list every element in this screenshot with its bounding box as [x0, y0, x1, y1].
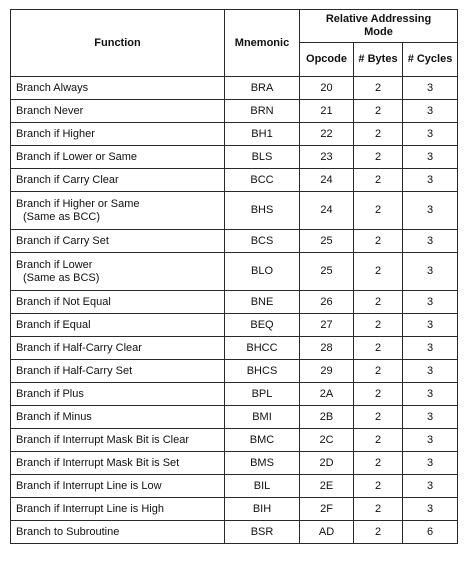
cell-mnemonic: BHCS	[225, 360, 300, 383]
cell-cycles: 3	[403, 123, 458, 146]
table-row	[11, 475, 458, 498]
cell-cycles: 6	[403, 521, 458, 544]
cell-cycles: 3	[403, 291, 458, 314]
header-mnemonic: Mnemonic	[225, 10, 300, 77]
cell-bytes: 2	[354, 475, 403, 498]
cell-cycles: 3	[403, 360, 458, 383]
table-row	[11, 169, 458, 192]
cell-opcode: 2B	[300, 406, 354, 429]
cell-cycles: 3	[403, 230, 458, 253]
table-row	[11, 521, 458, 544]
cell-function	[11, 498, 225, 521]
function-note: (Same as BCC)	[23, 210, 101, 223]
cell-opcode: AD	[300, 521, 354, 544]
cell-cycles: 3	[403, 169, 458, 192]
header-function: Function	[11, 10, 225, 77]
cell-bytes: 2	[354, 192, 403, 230]
cell-mnemonic: BH1	[225, 123, 300, 146]
header-cycles: # Cycles	[403, 43, 458, 77]
function-text: Branch Always	[16, 81, 89, 94]
function-note: (Same as BCS)	[23, 271, 100, 284]
function-text: Branch Never	[16, 104, 84, 117]
cell-mnemonic: BHCC	[225, 337, 300, 360]
cell-opcode: 2A	[300, 383, 354, 406]
cell-function	[11, 452, 225, 475]
function-text: Branch if Interrupt Mask Bit is Clear	[16, 433, 190, 446]
cell-bytes: 2	[354, 406, 403, 429]
cell-function	[11, 475, 225, 498]
cell-function	[11, 429, 225, 452]
table-row	[11, 77, 458, 100]
cell-cycles: 3	[403, 406, 458, 429]
table-row	[11, 192, 458, 230]
cell-opcode: 27	[300, 314, 354, 337]
cell-opcode: 28	[300, 337, 354, 360]
cell-bytes: 2	[354, 169, 403, 192]
cell-mnemonic: BMI	[225, 406, 300, 429]
cell-function	[11, 314, 225, 337]
cell-bytes: 2	[354, 452, 403, 475]
table-row	[11, 291, 458, 314]
cell-cycles: 3	[403, 77, 458, 100]
function-text: Branch if Higher	[16, 127, 95, 140]
cell-cycles: 3	[403, 429, 458, 452]
cell-function	[11, 521, 225, 544]
cell-opcode: 2D	[300, 452, 354, 475]
function-text: Branch if Half-Carry Clear	[16, 341, 142, 354]
table-row	[11, 100, 458, 123]
cell-function	[11, 77, 225, 100]
cell-opcode: 24	[300, 169, 354, 192]
cell-function	[11, 383, 225, 406]
table-row	[11, 230, 458, 253]
cell-function	[11, 169, 225, 192]
cell-bytes: 2	[354, 123, 403, 146]
cell-bytes: 2	[354, 360, 403, 383]
cell-mnemonic: BEQ	[225, 314, 300, 337]
cell-function	[11, 406, 225, 429]
cell-opcode: 23	[300, 146, 354, 169]
cell-function	[11, 123, 225, 146]
cell-cycles: 3	[403, 383, 458, 406]
function-text: Branch if Interrupt Line is Low	[16, 479, 162, 492]
cell-bytes: 2	[354, 77, 403, 100]
table-row	[11, 452, 458, 475]
cell-bytes: 2	[354, 521, 403, 544]
cell-opcode: 21	[300, 100, 354, 123]
header-row-top	[11, 10, 458, 43]
cell-cycles: 3	[403, 146, 458, 169]
cell-mnemonic: BCS	[225, 230, 300, 253]
cell-mnemonic: BCC	[225, 169, 300, 192]
cell-opcode: 22	[300, 123, 354, 146]
cell-bytes: 2	[354, 291, 403, 314]
cell-mnemonic: BIH	[225, 498, 300, 521]
cell-opcode: 2C	[300, 429, 354, 452]
function-text: Branch if Plus	[16, 387, 84, 400]
cell-opcode: 25	[300, 253, 354, 291]
cell-opcode: 24	[300, 192, 354, 230]
cell-mnemonic: BHS	[225, 192, 300, 230]
cell-cycles: 3	[403, 337, 458, 360]
function-text: Branch if Lower or Same	[16, 150, 138, 163]
cell-mnemonic: BLO	[225, 253, 300, 291]
cell-cycles: 3	[403, 253, 458, 291]
cell-bytes: 2	[354, 429, 403, 452]
cell-opcode: 26	[300, 291, 354, 314]
cell-mnemonic: BPL	[225, 383, 300, 406]
cell-function	[11, 253, 225, 291]
cell-function	[11, 291, 225, 314]
cell-function	[11, 230, 225, 253]
cell-bytes: 2	[354, 146, 403, 169]
table-row	[11, 146, 458, 169]
header-opcode: Opcode	[300, 43, 354, 77]
table-row	[11, 498, 458, 521]
table-body	[11, 77, 458, 544]
table-row	[11, 123, 458, 146]
cell-opcode: 20	[300, 77, 354, 100]
branch-instructions-table	[10, 9, 458, 544]
function-text: Branch if Higher or Same	[16, 197, 140, 210]
cell-bytes: 2	[354, 230, 403, 253]
function-text: Branch if Not Equal	[16, 295, 111, 308]
cell-cycles: 3	[403, 475, 458, 498]
table-row	[11, 429, 458, 452]
table-row	[11, 253, 458, 291]
function-text: Branch if Half-Carry Set	[16, 364, 133, 377]
cell-bytes: 2	[354, 337, 403, 360]
table-row	[11, 337, 458, 360]
cell-opcode: 2F	[300, 498, 354, 521]
cell-cycles: 3	[403, 192, 458, 230]
header-bytes: # Bytes	[354, 43, 403, 77]
function-text: Branch if Carry Set	[16, 234, 109, 247]
table-row	[11, 314, 458, 337]
cell-bytes: 2	[354, 383, 403, 406]
cell-opcode: 25	[300, 230, 354, 253]
cell-mnemonic: BNE	[225, 291, 300, 314]
function-text: Branch if Lower	[16, 258, 93, 271]
table-row	[11, 360, 458, 383]
cell-mnemonic: BRA	[225, 77, 300, 100]
function-text: Branch if Minus	[16, 410, 92, 423]
cell-mnemonic: BMC	[225, 429, 300, 452]
cell-function	[11, 192, 225, 230]
cell-mnemonic: BLS	[225, 146, 300, 169]
cell-function	[11, 337, 225, 360]
function-text: Branch if Interrupt Mask Bit is Set	[16, 456, 180, 469]
cell-bytes: 2	[354, 253, 403, 291]
function-text: Branch if Interrupt Line is High	[16, 502, 164, 515]
function-text: Branch if Equal	[16, 318, 91, 331]
cell-function	[11, 146, 225, 169]
cell-cycles: 3	[403, 100, 458, 123]
cell-function	[11, 360, 225, 383]
function-text: Branch if Carry Clear	[16, 173, 119, 186]
cell-bytes: 2	[354, 100, 403, 123]
cell-function	[11, 100, 225, 123]
cell-mnemonic: BMS	[225, 452, 300, 475]
cell-opcode: 29	[300, 360, 354, 383]
cell-cycles: 3	[403, 498, 458, 521]
function-text: Branch to Subroutine	[16, 525, 120, 538]
cell-mnemonic: BRN	[225, 100, 300, 123]
cell-bytes: 2	[354, 314, 403, 337]
table-header	[11, 10, 458, 77]
cell-cycles: 3	[403, 452, 458, 475]
cell-mnemonic: BSR	[225, 521, 300, 544]
header-addressing-mode: Relative Addressing Mode	[300, 10, 458, 43]
cell-cycles: 3	[403, 314, 458, 337]
table-row	[11, 406, 458, 429]
cell-mnemonic: BIL	[225, 475, 300, 498]
cell-bytes: 2	[354, 498, 403, 521]
cell-opcode: 2E	[300, 475, 354, 498]
table-row	[11, 383, 458, 406]
